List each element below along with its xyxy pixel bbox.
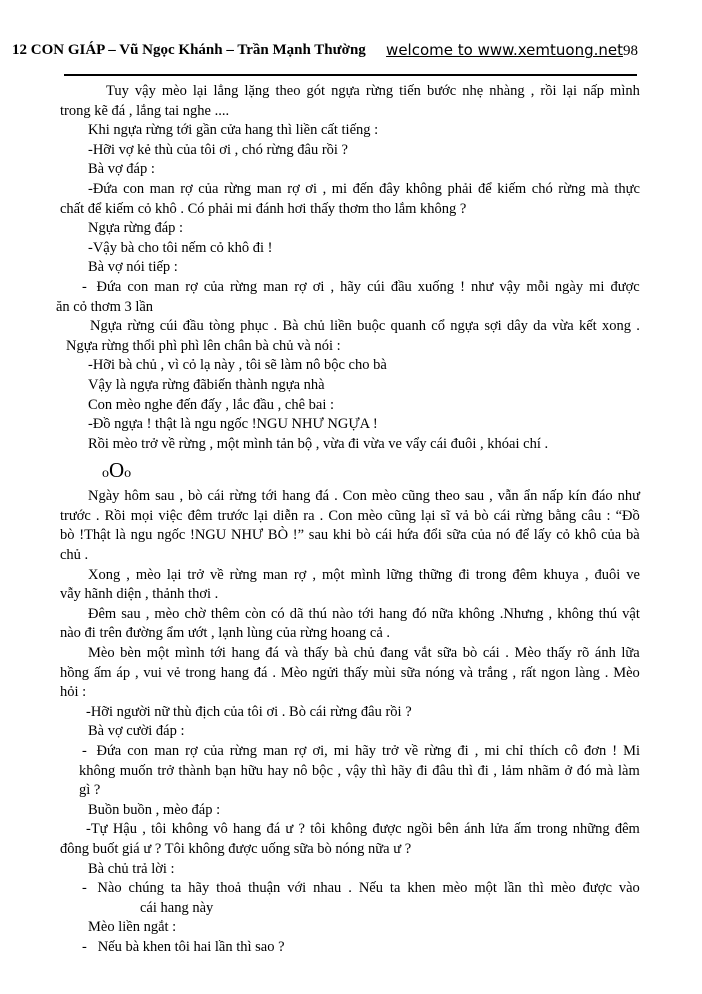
text-line: đông buốt giá ư ? Tôi không được uống sữa bò nóng nữa ư ? [60,840,412,857]
text-line: Mèo bèn một mình tới hang đá và thấy bà chủ đang vắt sữa bò cái . Mèo thấy rõ ánh lữa [88,645,640,662]
header-right-group [386,41,638,60]
text-line: Đêm sau , mèo chờ thêm còn có dã thú nào tới hang đó nữa không .Nhưng , không thú vật [88,605,640,622]
text-line: -Đồ ngựa ! thật là ngu ngốc !NGU NHƯ NGỰA ! [88,416,378,433]
text-line: chủ . [60,547,89,564]
text-line: không muốn trở thành bạn hữu hay nô bộc , vậy thì hãy đi đâu thì đi , lảm nhãm ở đó mà làm [79,762,640,779]
text-line: Khi ngựa rừng tới gần cửa hang thì liền cất tiếng : [88,122,379,139]
text-line: Ngựa rừng cúi đầu tòng phục . Bà chủ liền buộc quanh cổ ngựa sợi dây da vừa kết xong . [90,318,640,335]
text-line: bò !Thật là ngu ngốc !NGU NHƯ BÒ !” sau khi bò cái hứa đổi sữa của nó để lấy cỏ khô của bà [60,527,640,544]
text-line: Buồn buồn , mèo đáp : [88,801,221,818]
page-body [56,82,640,958]
page-number: 98 [623,43,638,59]
text-line: - Đứa con man rợ của rừng man rợ ơi , hãy cúi đầu xuống ! như vậy mỗi ngày mi được [82,278,640,295]
text-line: gì ? [79,782,101,799]
text-line: Bà vợ cười đáp : [88,723,185,740]
text-line: ăn cỏ thơm 3 lần [56,298,154,315]
text-line: -Hỡi vợ kẻ thù của tôi ơi , chó rừng đâu rồi ? [88,141,348,158]
book-title-header: 12 CON GIÁP – Vũ Ngọc Khánh – Trần Mạnh Thường [12,42,366,58]
header-divider-rule [64,74,637,76]
text-line: trong kẽ đá , lắng tai nghe .... [60,102,230,119]
text-line: -Đứa con man rợ của rừng man rợ ơi , mi đến đây không phải để kiếm chó rừng mà thực [88,180,640,197]
section-separator [56,454,640,487]
text-line: - Nếu bà khen tôi hai lần thì sao ? [82,938,285,955]
text-line: Bà vợ nói tiếp : [88,259,178,276]
text-line: Mèo liền ngắt : [88,919,177,936]
text-line: Ngày hôm sau , bò cái rừng tới hang đá . Con mèo cũng theo sau , vẫn ẩn nấp kín đáo như [88,488,640,505]
separator-glyph: o [102,466,109,482]
text-line: - Đứa con man rợ của rừng man rợ ơi, mi hãy trở về rừng đi , mi chỉ thích cô đơn ! Mi [82,743,640,759]
text-line: -Vậy bà cho tôi nếm cỏ khô đi ! [88,239,273,256]
text-line: -Hỡi bà chủ , vì cỏ lạ này , tôi sẽ làm nô bộc cho bà [88,357,387,374]
text-line: hồng ấm áp , vui vẻ trong hang đá . Mèo ngửi thấy mùi sữa nóng và trắng , rất ngon làng . Mèo [60,664,640,681]
text-line: cái hang này [140,899,214,916]
text-line: Bà vợ đáp : [88,161,155,178]
text-line: Rồi mèo trở về rừng , một mình tản bộ , vừa đi vừa ve vẩy cái đuôi , khóai chí . [88,435,549,452]
text-line: trước . Rồi mọi việc đêm trước lại diễn ra . Con mèo cũng lại sĩ vả bò cái rừng bằng câu : “Đồ [60,507,640,524]
text-line: Xong , mèo lại trở về rừng man rợ , một mình lững thững đi trong đêm khuya , đuôi ve [88,566,640,583]
text-line: -Hỡi người nữ thù địch của tôi ơi . Bò cái rừng đâu rồi ? [86,703,412,720]
text-line: Bà chủ trả lời : [88,860,175,877]
text-line: -Tự Hậu , tôi không vô hang đá ư ? tôi không được ngồi bên ánh lửa ấm trong những đêm [86,821,640,838]
text-line: chất để kiếm cỏ khô . Có phải mi đánh hơi thấy thơm tho lắm không ? [60,200,467,217]
text-line: Tuy vậy mèo lại lẳng lặng theo gót ngựa rừng tiến bước nhẹ nhàng , rồi lại nấp mình [106,83,640,99]
text-line: Ngựa rừng thổi phì phì lên chân bà chủ và nói : [66,337,341,354]
text-lines [56,82,640,958]
text-line: vẫy hãnh diện , thảnh thơi . [60,586,219,603]
separator-glyph: o [124,466,132,482]
text-line: nào đi trên đường ẩm ướt , lạnh lùng của rừng hoang cả . [60,625,391,642]
text-line: - Nào chúng ta hãy thoả thuận với nhau . Nếu ta khen mèo một lần thì mèo được vào [82,880,640,897]
text-line: Vậy là ngựa rừng đãbiến thành ngựa nhà [88,376,325,393]
text-line: Con mèo nghe đến đấy , lắc đầu , chê bai : [88,396,335,413]
text-line: hỏi : [60,684,87,701]
text-line: Ngựa rừng đáp : [88,220,184,237]
website-link[interactable]: welcome to www.xemtuong.net [386,41,623,59]
separator-glyph: O [109,458,125,483]
